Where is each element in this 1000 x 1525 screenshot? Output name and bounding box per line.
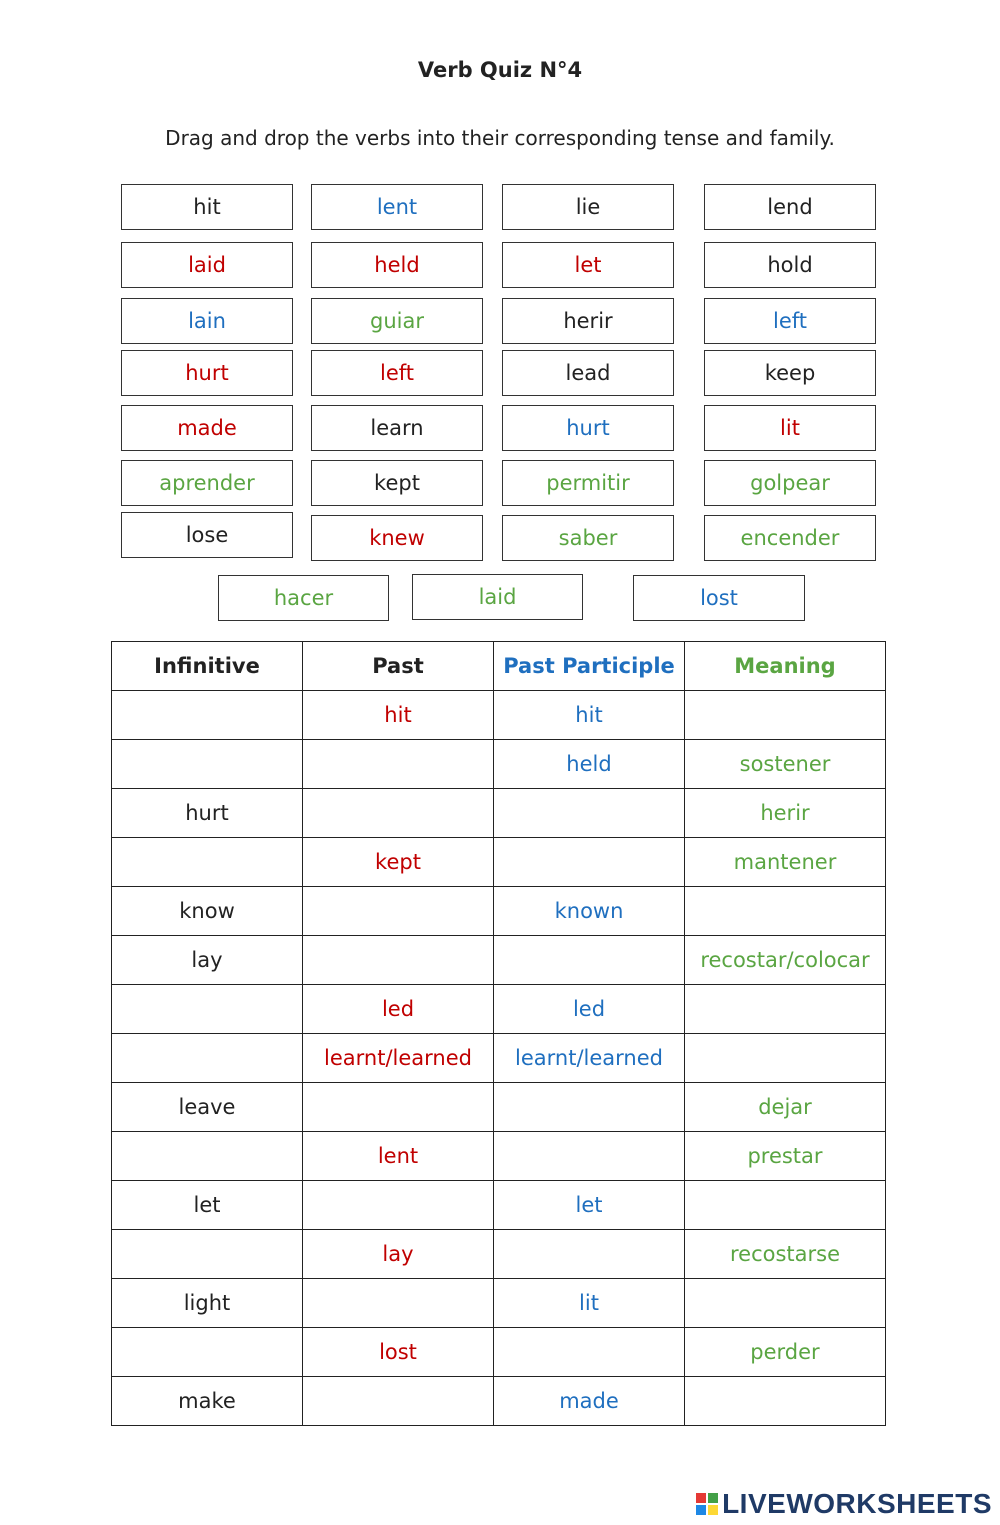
cell-past: led — [303, 985, 494, 1034]
word-tile[interactable]: guiar — [311, 298, 483, 344]
word-tile[interactable]: permitir — [502, 460, 674, 506]
word-tile[interactable]: made — [121, 405, 293, 451]
word-tile[interactable]: lost — [633, 575, 805, 621]
cell-meaning: prestar — [685, 1132, 886, 1181]
cell-meaning: recostar/colocar — [685, 936, 886, 985]
table-row — [112, 936, 886, 985]
word-tile[interactable]: laid — [121, 242, 293, 288]
logo-letter-i — [708, 1493, 718, 1503]
word-tile[interactable]: encender — [704, 515, 876, 561]
cell-meaning: recostarse — [685, 1230, 886, 1279]
page-title: Verb Quiz N°4 — [417, 58, 583, 82]
cell-past-participle: lit — [494, 1279, 685, 1328]
cell-past-participle: hit — [494, 691, 685, 740]
word-tile[interactable]: knew — [311, 515, 483, 561]
table-row — [112, 887, 886, 936]
word-tile[interactable]: hit — [121, 184, 293, 230]
cell-meaning[interactable] — [685, 1181, 886, 1230]
cell-past[interactable] — [303, 936, 494, 985]
table-row — [112, 985, 886, 1034]
word-tile[interactable]: hold — [704, 242, 876, 288]
cell-past-participle[interactable] — [494, 838, 685, 887]
cell-infinitive: hurt — [112, 789, 303, 838]
cell-past: lay — [303, 1230, 494, 1279]
word-tile[interactable]: saber — [502, 515, 674, 561]
cell-past-participle[interactable] — [494, 936, 685, 985]
cell-past: learnt/learned — [303, 1034, 494, 1083]
cell-meaning: sostener — [685, 740, 886, 789]
table-row — [112, 1132, 886, 1181]
table-row — [112, 1083, 886, 1132]
cell-past[interactable] — [303, 789, 494, 838]
table-row — [112, 740, 886, 789]
cell-past[interactable] — [303, 1181, 494, 1230]
word-tile[interactable]: keep — [704, 350, 876, 396]
liveworksheets-logo — [696, 1488, 992, 1520]
word-tile[interactable]: left — [311, 350, 483, 396]
cell-past-participle: learnt/learned — [494, 1034, 685, 1083]
cell-meaning[interactable] — [685, 985, 886, 1034]
table-row — [112, 1377, 886, 1426]
header-meaning: Meaning — [685, 642, 886, 691]
word-tile[interactable]: aprender — [121, 460, 293, 506]
cell-meaning[interactable] — [685, 887, 886, 936]
cell-past[interactable] — [303, 740, 494, 789]
table-row — [112, 691, 886, 740]
cell-infinitive: lay — [112, 936, 303, 985]
cell-past: lost — [303, 1328, 494, 1377]
cell-past[interactable] — [303, 887, 494, 936]
cell-infinitive[interactable] — [112, 838, 303, 887]
logo-letter-v — [696, 1505, 706, 1515]
liveworksheets-mark-icon — [696, 1493, 718, 1515]
word-tile[interactable]: learn — [311, 405, 483, 451]
word-tile[interactable]: lain — [121, 298, 293, 344]
cell-past: kept — [303, 838, 494, 887]
cell-meaning: dejar — [685, 1083, 886, 1132]
cell-infinitive[interactable] — [112, 1328, 303, 1377]
cell-past-participle: known — [494, 887, 685, 936]
header-past-participle: Past Participle — [494, 642, 685, 691]
cell-infinitive[interactable] — [112, 691, 303, 740]
cell-past-participle[interactable] — [494, 1132, 685, 1181]
cell-infinitive[interactable] — [112, 740, 303, 789]
word-tile[interactable]: kept — [311, 460, 483, 506]
cell-meaning[interactable] — [685, 1377, 886, 1426]
word-tile[interactable]: herir — [502, 298, 674, 344]
cell-past[interactable] — [303, 1377, 494, 1426]
cell-meaning[interactable] — [685, 1034, 886, 1083]
word-tile[interactable]: lie — [502, 184, 674, 230]
word-tile[interactable]: lit — [704, 405, 876, 451]
cell-past-participle[interactable] — [494, 1083, 685, 1132]
cell-meaning: herir — [685, 789, 886, 838]
word-tile[interactable]: lent — [311, 184, 483, 230]
logo-letter-e — [708, 1505, 718, 1515]
table-row — [112, 789, 886, 838]
word-tile[interactable]: lend — [704, 184, 876, 230]
logo-brand-text: LIVEWORKSHEETS — [722, 1488, 992, 1519]
cell-infinitive: make — [112, 1377, 303, 1426]
cell-infinitive[interactable] — [112, 1230, 303, 1279]
word-tile[interactable]: hacer — [218, 575, 389, 621]
word-tile[interactable]: let — [502, 242, 674, 288]
word-tile[interactable]: laid — [412, 574, 583, 620]
cell-past-participle[interactable] — [494, 1328, 685, 1377]
cell-infinitive[interactable] — [112, 985, 303, 1034]
cell-past-participle: held — [494, 740, 685, 789]
word-tile[interactable]: golpear — [704, 460, 876, 506]
cell-past[interactable] — [303, 1279, 494, 1328]
cell-past: lent — [303, 1132, 494, 1181]
cell-meaning[interactable] — [685, 1279, 886, 1328]
cell-infinitive[interactable] — [112, 1034, 303, 1083]
cell-infinitive: let — [112, 1181, 303, 1230]
cell-past: hit — [303, 691, 494, 740]
verb-table — [111, 641, 886, 1426]
logo-letter-l — [696, 1493, 706, 1503]
word-tile[interactable]: lead — [502, 350, 674, 396]
cell-past-participle[interactable] — [494, 789, 685, 838]
cell-infinitive: know — [112, 887, 303, 936]
cell-past-participle: led — [494, 985, 685, 1034]
instructions: Drag and drop the verbs into their corresponding tense and family. — [165, 126, 835, 150]
cell-meaning[interactable] — [685, 691, 886, 740]
cell-infinitive: light — [112, 1279, 303, 1328]
word-tile[interactable]: hurt — [502, 405, 674, 451]
table-row — [112, 1328, 886, 1377]
cell-past-participle[interactable] — [494, 1230, 685, 1279]
cell-past-participle: let — [494, 1181, 685, 1230]
table-row — [112, 838, 886, 887]
word-tile[interactable]: held — [311, 242, 483, 288]
table-row — [112, 1034, 886, 1083]
cell-infinitive: leave — [112, 1083, 303, 1132]
table-row — [112, 1181, 886, 1230]
cell-meaning: perder — [685, 1328, 886, 1377]
cell-past[interactable] — [303, 1083, 494, 1132]
table-row — [112, 1279, 886, 1328]
cell-past-participle: made — [494, 1377, 685, 1426]
word-tile[interactable]: hurt — [121, 350, 293, 396]
word-tile[interactable]: lose — [121, 512, 293, 558]
cell-meaning: mantener — [685, 838, 886, 887]
header-past: Past — [303, 642, 494, 691]
cell-infinitive[interactable] — [112, 1132, 303, 1181]
word-tile[interactable]: left — [704, 298, 876, 344]
header-infinitive: Infinitive — [112, 642, 303, 691]
table-row — [112, 1230, 886, 1279]
table-header-row — [112, 642, 886, 691]
